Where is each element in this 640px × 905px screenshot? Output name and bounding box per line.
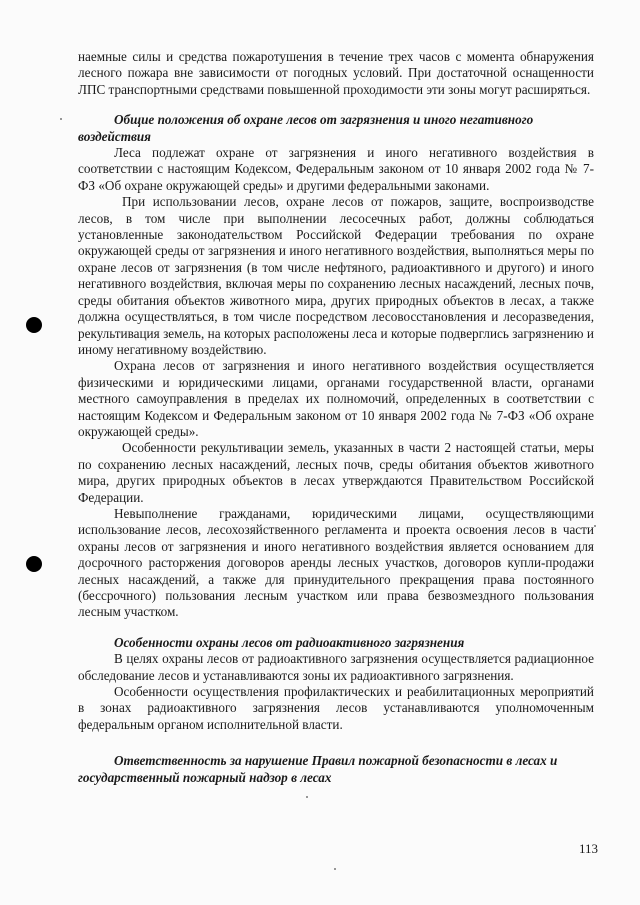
page-number: 113 <box>578 841 598 856</box>
scan-speck <box>334 868 336 870</box>
paragraph: При использовании лесов, охране лесов от пожаров, защите, воспроизводстве лесов, в том числе при выполнении лесосечных работ, должны соблюдаться установленные законодательством Российской Федерации требования по охране окружающей среды от загрязнения и иного негативного воздействия, выполняться меры по охране лесов от загрязнения (в том числе нефтяного, радиоактивного и другого) и иного негативного воздействия, включая меры по сохранению лесных насаждений, лесных почв, среды обитания объектов животного мира, других природных объектов в лесах, а также должна осуществляться, в том числе посредством лесовосстановления и лесоразведения, рекультивация земель, на которых расположены леса и которые подверглись загрязнению и иному негативному воздействию. <box>78 194 594 357</box>
section-heading-radioactive: Особенности охраны лесов от радиоактивного загрязнения <box>114 634 465 650</box>
paragraph: В целях охраны лесов от радиоактивного загрязнения осуществляется радиационное обследование лесов и устанавливаются зоны их радиоактивного загрязнения. <box>78 651 594 683</box>
paragraph: Охрана лесов от загрязнения и иного негативного воздействия осуществляется физическими и юридическими лицами, органами государственной власти, органами местного самоуправления в пределах их полномочий, определенных в соответствии с настоящим Кодексом и Федеральным законом от 10 января 2002 года № 7-ФЗ «Об охране окружающей среды». <box>78 358 594 439</box>
page-content <box>78 49 594 786</box>
binder-hole-bottom <box>26 556 42 572</box>
binder-hole-top <box>26 317 42 333</box>
scan-speck <box>594 525 596 527</box>
paragraph: Невыполнение гражданами, юридическими лицами, осуществляющими использование лесов, лесохозяйственного регламента и проекта освоения лесов в части охраны лесов от загрязнения и иного негативного воздействия является основанием для досрочного расторжения договоров аренды лесных участков, договоров купли-продажи лесных насаждений, а также для принудительного прекращения права постоянного (бессрочного) пользования лесным участком или права безвозмездного пользования лесным участком. <box>78 505 594 620</box>
paragraph: Особенности рекультивации земель, указанных в части 2 настоящей статьи, меры по сохранению лесных насаждений, лесных почв, среды обитания объектов животного мира, других природных объектов в лесах утверждаются Правительством Российской Федерации. <box>78 440 594 505</box>
section-heading-pollution: Общие положения об охране лесов от загрязнения и иного негативного воздействия <box>78 112 534 144</box>
paragraph: Леса подлежат охране от загрязнения и иного негативного воздействия в соответствии с настоящим Кодексом, Федеральным законом от 10 января 2002 года № 7-ФЗ «Об охране окружающей среды» и другими федеральными законами. <box>78 145 594 193</box>
paragraph: Особенности осуществления профилактических и реабилитационных мероприятий в зонах радиоактивного загрязнения лесов устанавливаются уполномоченным федеральным органом исполнительной власти. <box>78 684 594 732</box>
section-heading-responsibility: Ответственность за нарушение Правил пожарной безопасности в лесах и государственный пожарный надзор в лесах <box>78 753 558 785</box>
scan-speck <box>306 796 308 798</box>
scan-speck <box>60 118 62 120</box>
intro-paragraph: наемные силы и средства пожаротушения в течение трех часов с момента обнаружения лесного пожара вне зависимости от погодных условий. При достаточной оснащенности ЛПС транспортными средствами повышенной проходимости эти зоны могут расширяться. <box>78 49 594 97</box>
